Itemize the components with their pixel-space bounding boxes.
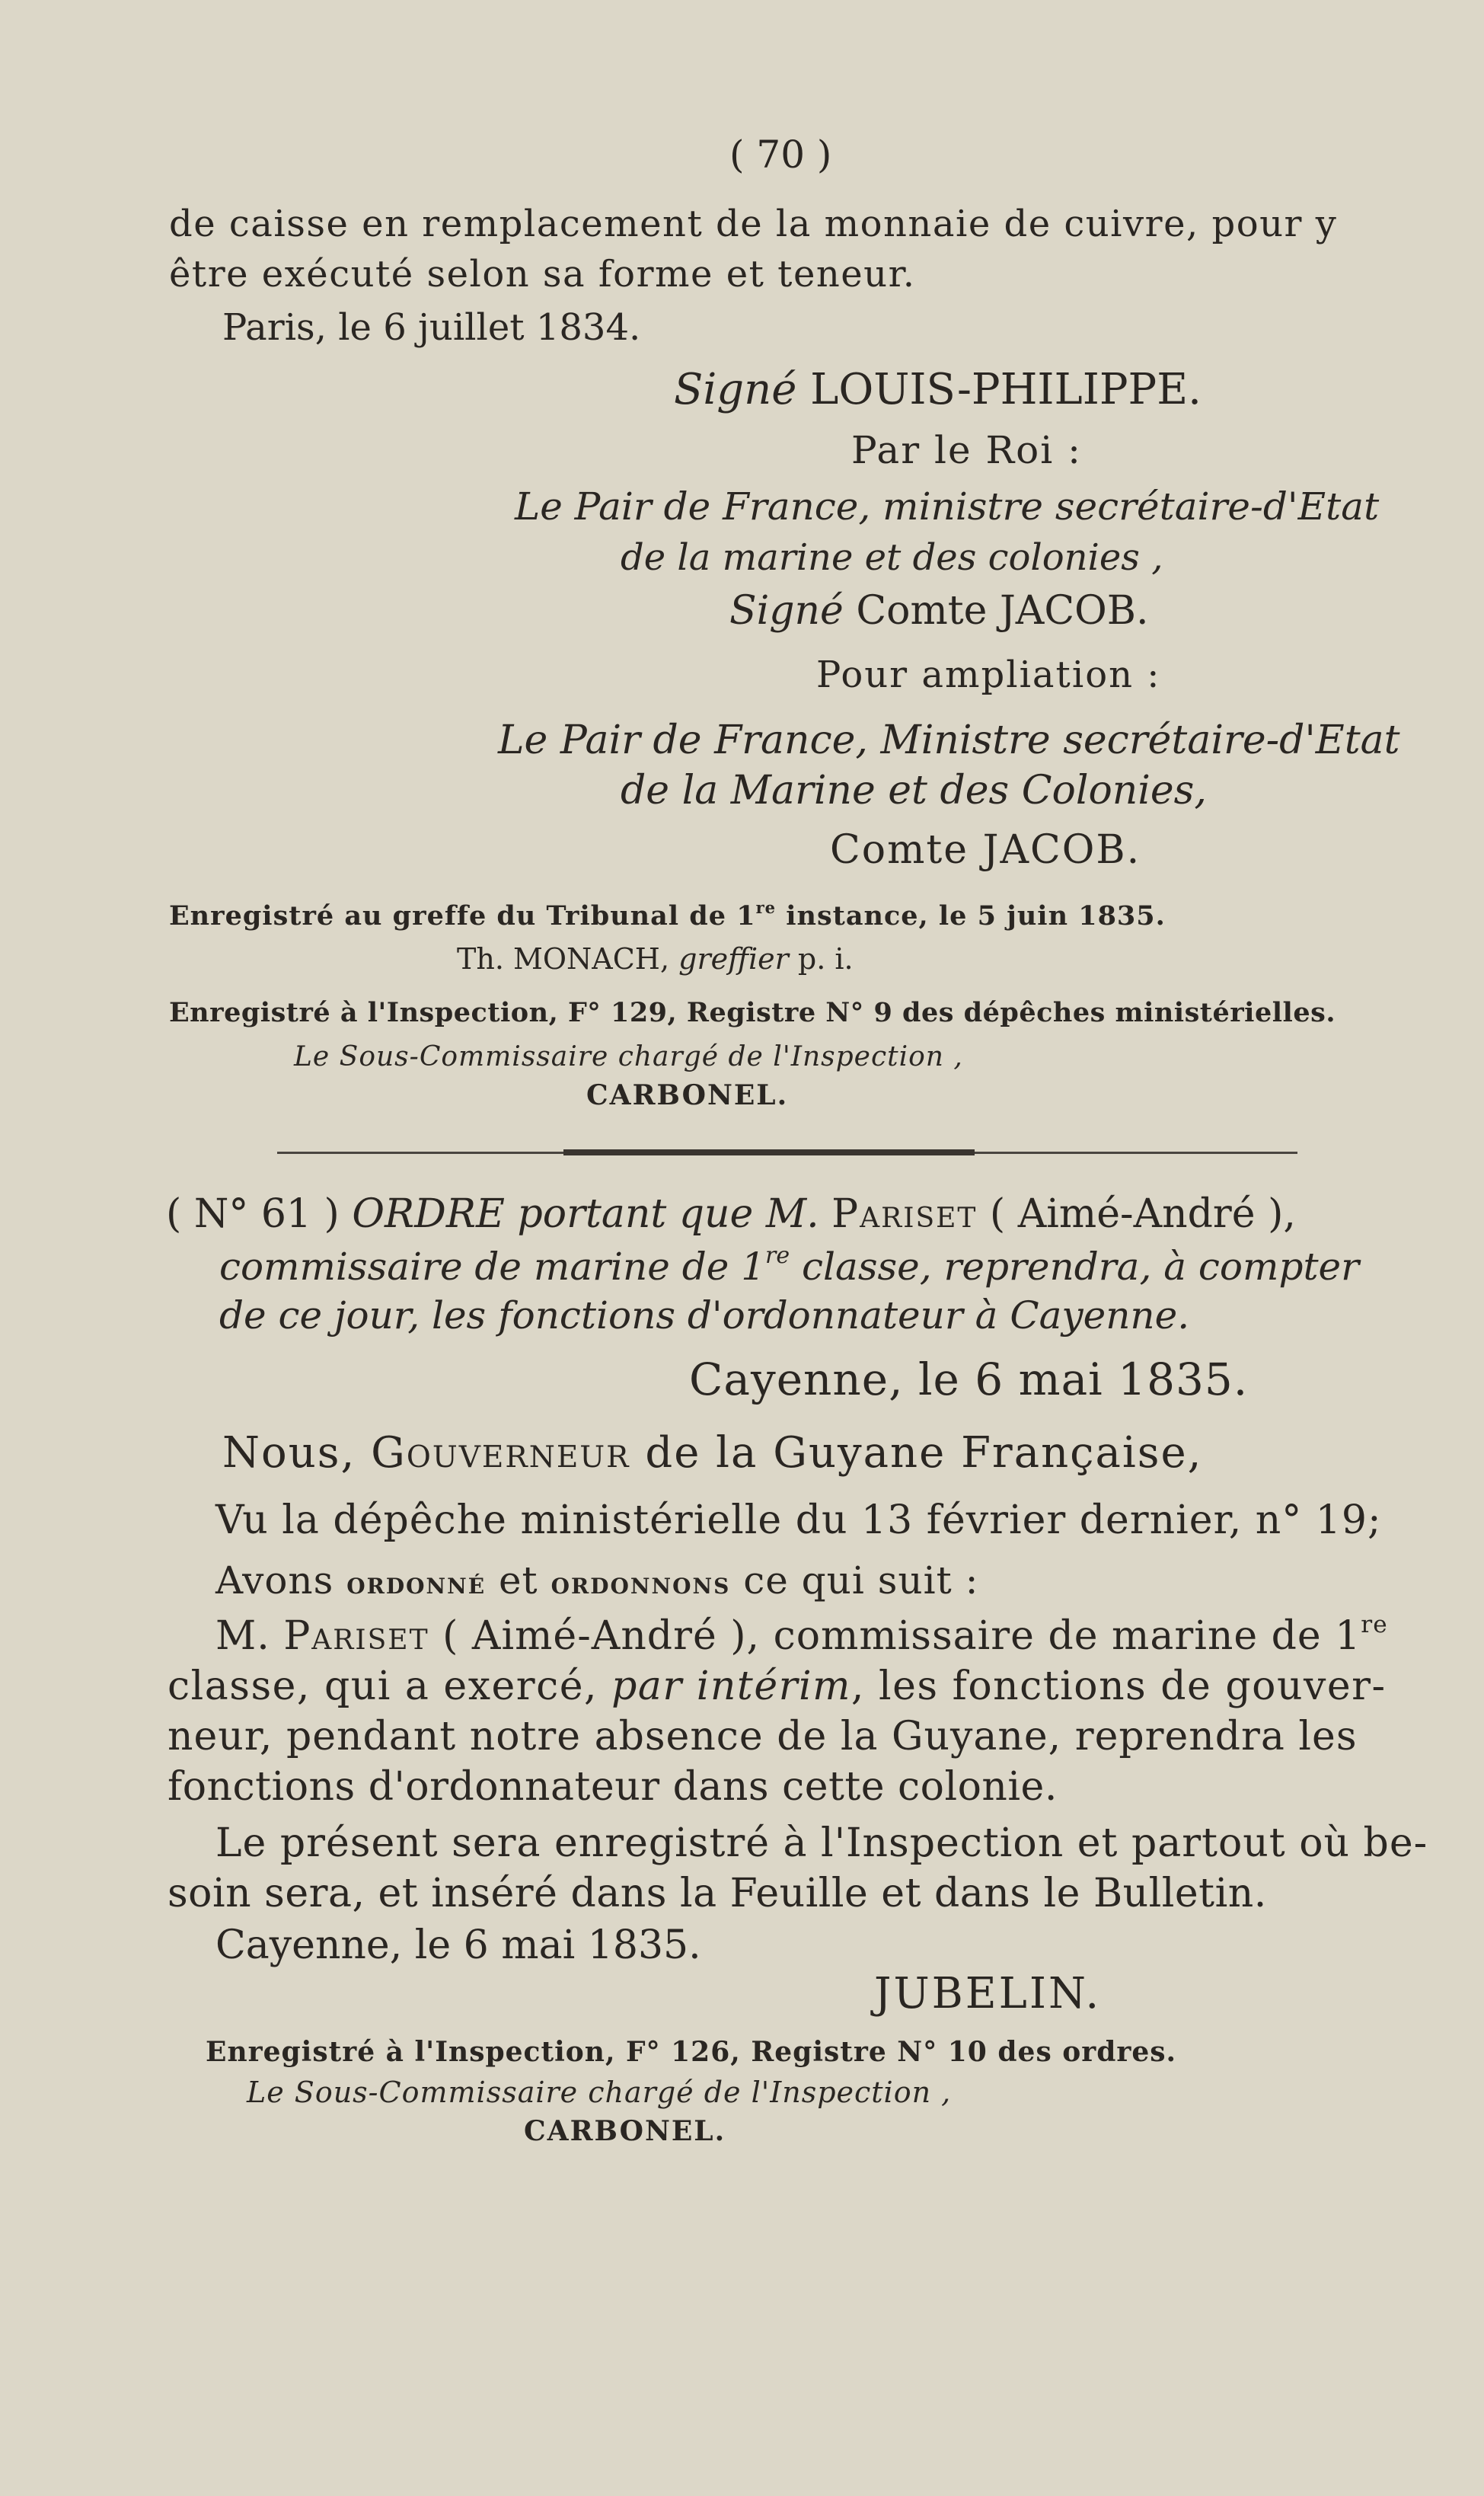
par-le-roi: Par le Roi :: [851, 428, 1082, 472]
minister-title: Le Pair de France, ministre secrétaire-d'Etat: [515, 484, 1380, 529]
ordinal-suffix: re: [755, 898, 777, 917]
order-heading: de ce jour, les fonctions d'ordonnateur à Cayenne.: [219, 1293, 1190, 1337]
carbonel-signature: CARBONEL.: [524, 2115, 726, 2147]
gouverneur-title: Gouverneur: [371, 1428, 630, 1478]
date-line: Paris, le 6 juillet 1834.: [222, 306, 641, 349]
place-date: Cayenne, le 6 mai 1835.: [689, 1353, 1249, 1405]
text-segment: M.: [215, 1613, 270, 1659]
person-first-name: ( Aimé-André ),: [977, 1191, 1296, 1237]
nous-line: [222, 1428, 1203, 1478]
ordonne-word: ordonné: [346, 1565, 487, 1601]
text-segment: de la Guyane Française,: [630, 1428, 1203, 1478]
greffier-name: Th. MONACH,: [457, 942, 670, 976]
sous-commissaire-line: Le Sous-Commissaire chargé de l'Inspection ,: [294, 1041, 963, 1072]
body-line: Le présent sera enregistré à l'Inspection et partout où be-: [215, 1820, 1428, 1866]
registration-text: instance, le 5 juin 1835.: [776, 900, 1166, 932]
royal-signature: [674, 365, 1202, 414]
heading-text: classe, reprendra, à compter: [790, 1245, 1360, 1289]
order-number: ( N° 61 ): [166, 1191, 340, 1237]
body-line: [215, 1611, 1388, 1659]
signe-word: Signé: [674, 365, 797, 414]
page-number: ( 70 ): [729, 133, 832, 177]
ordonnons-word: ordonnons: [551, 1565, 731, 1601]
text-segment: ce qui suit :: [730, 1558, 979, 1603]
body-line: soin sera, et inséré dans la Feuille et dans le Bulletin.: [168, 1871, 1267, 1916]
registration-note: Enregistré à l'Inspection, F° 129, Registre N° 9 des dépêches ministérielles.: [169, 997, 1336, 1028]
text-segment: et: [486, 1558, 551, 1603]
minister-title: de la Marine et des Colonies,: [621, 768, 1207, 813]
comte-name: Comte JACOB.: [856, 588, 1149, 634]
order-heading: [166, 1191, 1296, 1237]
greffier-suffix: p. i.: [788, 942, 854, 976]
person-name: Pariset: [283, 1613, 429, 1659]
person-name: Pariset: [831, 1191, 978, 1237]
order-heading: [219, 1242, 1360, 1289]
text-segment: , les fonctions de gouver-: [851, 1663, 1387, 1709]
closing-date: Cayenne, le 6 mai 1835.: [215, 1922, 701, 1968]
body-line: [168, 1663, 1387, 1709]
ordonnance-line: [215, 1558, 979, 1603]
ordinal-suffix: re: [765, 1242, 790, 1269]
governor-signature: JUBELIN.: [874, 1969, 1102, 2018]
heading-text: commissaire de marine de 1: [219, 1245, 766, 1289]
greffier-line: [457, 942, 854, 976]
text-segment: Avons: [215, 1558, 334, 1603]
par-interim: par intérim: [611, 1663, 851, 1709]
text-line: de caisse en remplacement de la monnaie de cuivre, pour y: [169, 203, 1338, 245]
registration-note: Enregistré à l'Inspection, F° 126, Registre N° 10 des ordres.: [206, 2036, 1177, 2068]
text-line: Vu la dépêche ministérielle du 13 février dernier, n° 19;: [215, 1497, 1382, 1543]
text-line: être exécuté selon sa forme et teneur.: [169, 253, 916, 296]
king-name: LOUIS-PHILIPPE.: [810, 365, 1202, 414]
body-line: neur, pendant notre absence de la Guyane, reprendra les: [168, 1714, 1358, 1759]
minister-title: de la marine et des colonies ,: [621, 536, 1163, 579]
text-segment: classe, qui a exercé,: [168, 1663, 612, 1709]
body-line: fonctions d'ordonnateur dans cette colonie.: [168, 1764, 1058, 1810]
section-divider-accent: [563, 1149, 975, 1155]
signe-word: Signé: [729, 588, 844, 634]
sous-commissaire-line: Le Sous-Commissaire chargé de l'Inspection ,: [247, 2076, 952, 2109]
text-segment: Nous,: [222, 1428, 356, 1478]
pour-ampliation: Pour ampliation :: [816, 654, 1161, 696]
registration-note: [169, 898, 1166, 932]
carbonel-signature: CARBONEL.: [586, 1079, 789, 1111]
ordinal-suffix: re: [1361, 1611, 1388, 1638]
order-title: ORDRE portant que M.: [352, 1191, 819, 1237]
comte-name: Comte JACOB.: [830, 827, 1141, 873]
greffier-title: greffier: [678, 942, 789, 976]
minister-title: Le Pair de France, Ministre secrétaire-d'Etat: [498, 717, 1400, 763]
minister-signature: [729, 588, 1149, 634]
text-segment: ( Aimé-André ), commissaire de marine de 1: [429, 1613, 1361, 1659]
registration-text: Enregistré au greffe du Tribunal de 1: [169, 900, 756, 932]
